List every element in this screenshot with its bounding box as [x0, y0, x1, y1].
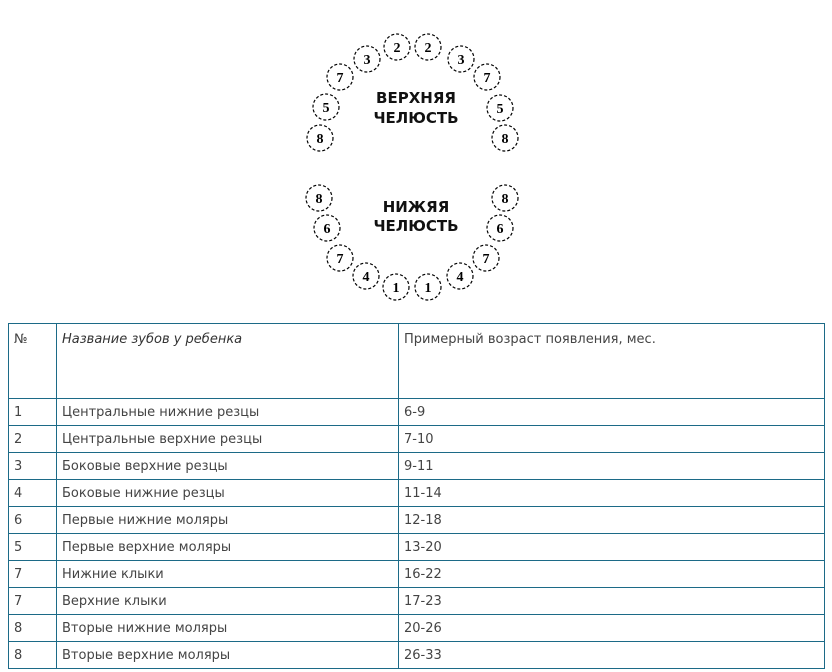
- lower-tooth-1-number: 8: [315, 192, 323, 207]
- upper-tooth-10-number: 8: [501, 132, 509, 147]
- upper-tooth-10: [492, 125, 518, 151]
- cell-tooth-name: Боковые верхние резцы: [57, 453, 399, 480]
- cell-eruption-age: 11-14: [399, 480, 825, 507]
- table-row: [9, 453, 825, 480]
- upper-tooth-4-number: 3: [363, 53, 371, 68]
- upper-tooth-8-number: 7: [483, 71, 491, 86]
- lower-jaw-label-line-1: НИЖЯЯ: [382, 198, 450, 216]
- cell-number: 1: [9, 399, 57, 426]
- cell-tooth-name: Верхние клыки: [57, 588, 399, 615]
- table-row: [9, 507, 825, 534]
- cell-tooth-name: Нижние клыки: [57, 561, 399, 588]
- table-row: [9, 642, 825, 669]
- cell-tooth-name: Центральные верхние резцы: [57, 426, 399, 453]
- lower-tooth-10-number: 8: [501, 192, 509, 207]
- cell-eruption-age: 12-18: [399, 507, 825, 534]
- lower-tooth-3: [327, 245, 353, 271]
- upper-tooth-2: [313, 94, 339, 120]
- upper-tooth-1-number: 8: [316, 132, 324, 147]
- lower-tooth-1: [306, 185, 332, 211]
- lower-tooth-5: [383, 274, 409, 300]
- lower-tooth-6: [415, 274, 441, 300]
- table-row: [9, 480, 825, 507]
- upper-jaw-label-line-2: ЧЕЛЮСТЬ: [373, 109, 459, 127]
- upper-jaw-label-line-1: ВЕРХНЯЯ: [376, 89, 456, 107]
- upper-tooth-3: [327, 64, 353, 90]
- cell-tooth-name: Боковые нижние резцы: [57, 480, 399, 507]
- lower-tooth-9: [487, 215, 513, 241]
- upper-tooth-5: [384, 34, 410, 60]
- cell-number: 7: [9, 561, 57, 588]
- lower-tooth-6-number: 1: [424, 281, 432, 296]
- cell-eruption-age: 9-11: [399, 453, 825, 480]
- upper-tooth-6-number: 2: [424, 41, 432, 56]
- cell-eruption-age: 17-23: [399, 588, 825, 615]
- cell-number: 8: [9, 615, 57, 642]
- header-eruption-age: Примерный возраст появления, мес.: [399, 324, 825, 399]
- lower-tooth-7-number: 4: [456, 270, 464, 285]
- lower-tooth-2: [314, 215, 340, 241]
- lower-tooth-3-number: 7: [336, 252, 344, 267]
- upper-tooth-9-number: 5: [496, 102, 504, 117]
- upper-tooth-1: [307, 125, 333, 151]
- upper-tooth-7: [448, 46, 474, 72]
- lower-tooth-4: [353, 263, 379, 289]
- upper-tooth-2-number: 5: [322, 101, 330, 116]
- cell-eruption-age: 26-33: [399, 642, 825, 669]
- cell-number: 3: [9, 453, 57, 480]
- upper-tooth-9: [487, 95, 513, 121]
- upper-tooth-7-number: 3: [457, 53, 465, 68]
- upper-tooth-5-number: 2: [393, 41, 401, 56]
- cell-eruption-age: 7-10: [399, 426, 825, 453]
- cell-number: 8: [9, 642, 57, 669]
- lower-tooth-5-number: 1: [392, 281, 400, 296]
- table-row: [9, 588, 825, 615]
- upper-tooth-4: [354, 46, 380, 72]
- upper-jaw: [307, 34, 518, 151]
- table-row: [9, 426, 825, 453]
- lower-jaw: [306, 185, 518, 300]
- cell-tooth-name: Вторые верхние моляры: [57, 642, 399, 669]
- cell-number: 7: [9, 588, 57, 615]
- cell-tooth-name: Первые верхние моляры: [57, 534, 399, 561]
- cell-eruption-age: 13-20: [399, 534, 825, 561]
- lower-tooth-10: [492, 185, 518, 211]
- header-tooth-name: Название зубов у ребенка: [57, 324, 399, 399]
- lower-jaw-label-line-2: ЧЕЛЮСТЬ: [373, 217, 459, 235]
- cell-eruption-age: 6-9: [399, 399, 825, 426]
- cell-tooth-name: Центральные нижние резцы: [57, 399, 399, 426]
- lower-tooth-8: [473, 245, 499, 271]
- cell-number: 2: [9, 426, 57, 453]
- header-number: №: [9, 324, 57, 399]
- table-row: [9, 615, 825, 642]
- table-row: [9, 399, 825, 426]
- lower-tooth-8-number: 7: [482, 252, 490, 267]
- cell-number: 6: [9, 507, 57, 534]
- teeth-eruption-table: [8, 323, 825, 669]
- upper-tooth-6: [415, 34, 441, 60]
- cell-number: 5: [9, 534, 57, 561]
- teeth-eruption-diagram: [0, 0, 832, 320]
- table-row: [9, 561, 825, 588]
- lower-tooth-2-number: 6: [323, 222, 331, 237]
- table-header-row: [9, 324, 825, 399]
- cell-tooth-name: Вторые нижние моляры: [57, 615, 399, 642]
- cell-eruption-age: 20-26: [399, 615, 825, 642]
- upper-tooth-3-number: 7: [336, 71, 344, 86]
- lower-tooth-9-number: 6: [496, 222, 504, 237]
- table-row: [9, 534, 825, 561]
- lower-tooth-4-number: 4: [362, 270, 370, 285]
- cell-eruption-age: 16-22: [399, 561, 825, 588]
- upper-tooth-8: [474, 64, 500, 90]
- cell-number: 4: [9, 480, 57, 507]
- lower-tooth-7: [447, 263, 473, 289]
- cell-tooth-name: Первые нижние моляры: [57, 507, 399, 534]
